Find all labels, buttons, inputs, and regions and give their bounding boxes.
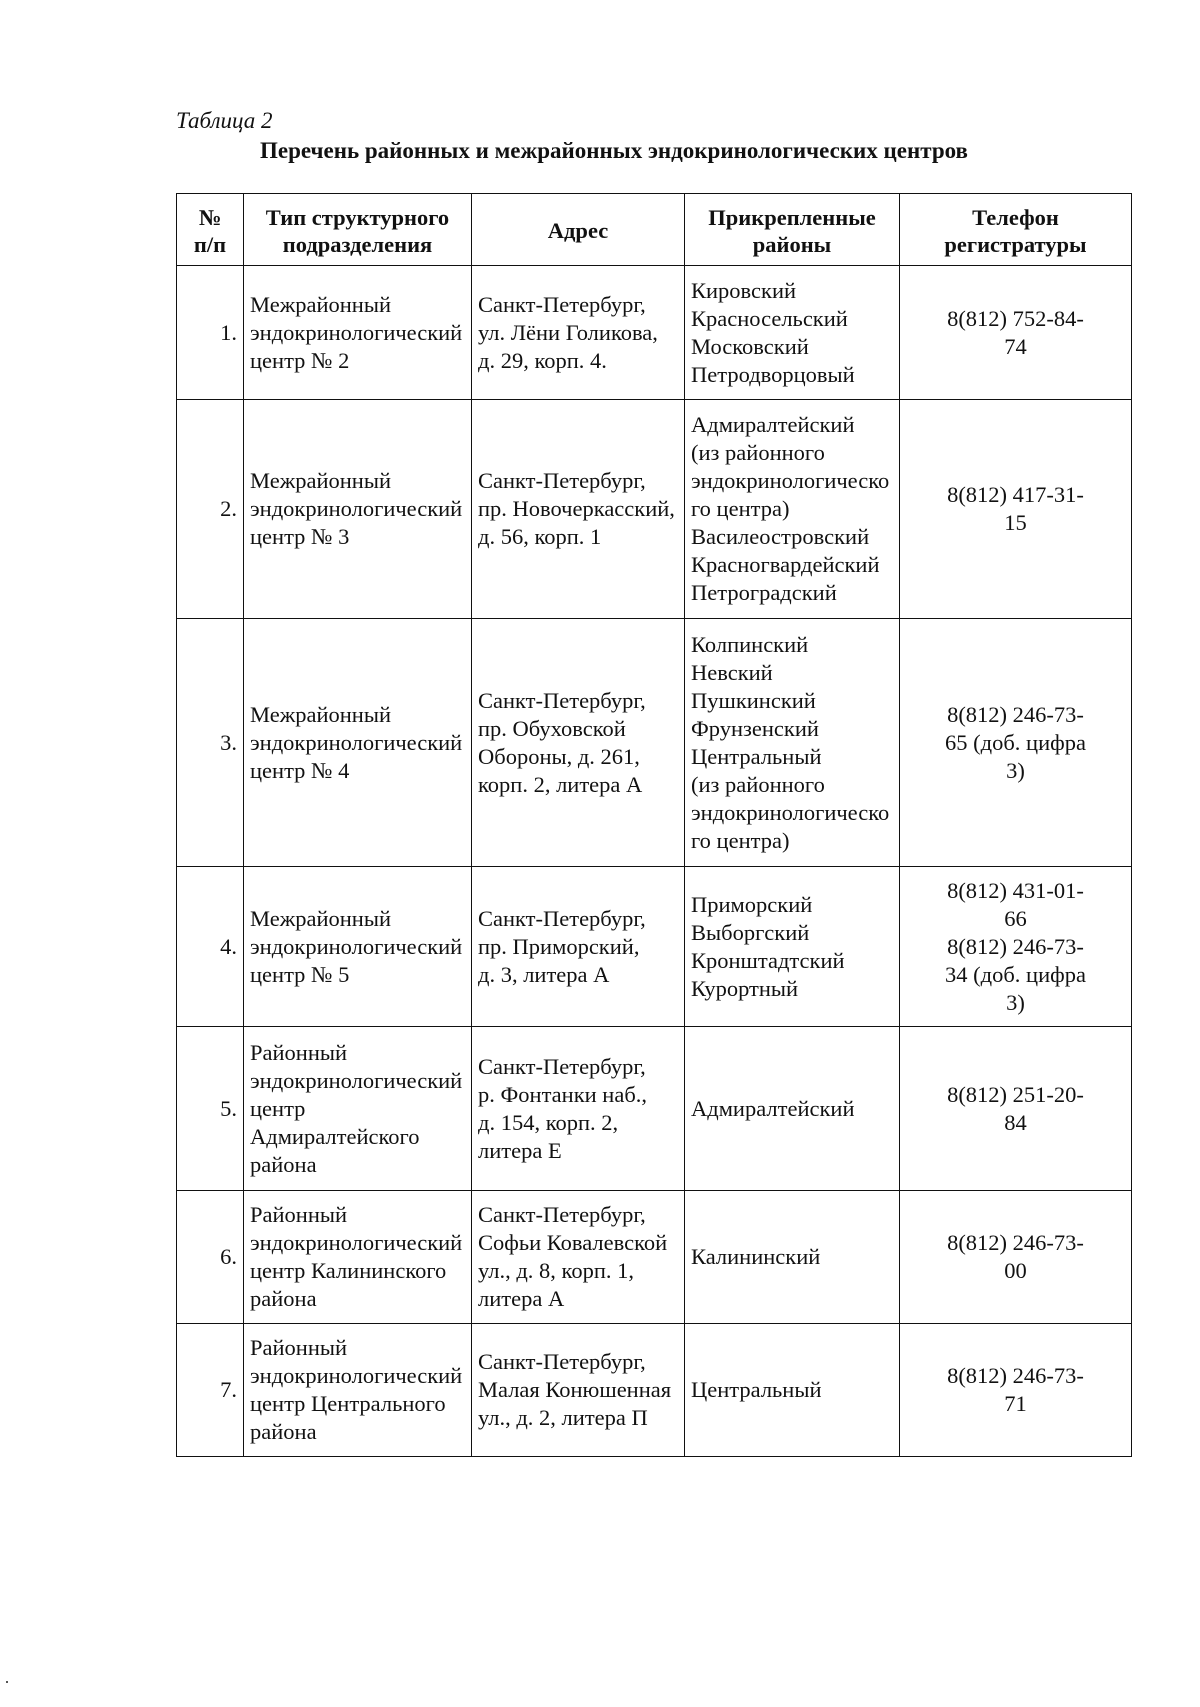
cell-phone (900, 1191, 1132, 1324)
cell-districts-line: Адмиралтейский (691, 1095, 855, 1121)
cell-districts-line: Калининский (691, 1244, 821, 1269)
cell-type-line: Районный (250, 1202, 348, 1227)
cell-address (472, 1027, 685, 1191)
cell-phone-line: 15 (1004, 510, 1027, 535)
cell-districts (685, 266, 900, 400)
cell-type-line: Межрайонный (250, 468, 392, 493)
cell-type-line: эндокринологический (250, 1230, 463, 1255)
cell-type-line: Адмиралтейского (250, 1123, 420, 1149)
cell-num-text: 4. (220, 933, 237, 959)
cell-districts (685, 867, 900, 1027)
cell-districts-line: эндокринологическо (691, 468, 890, 493)
cell-type-line: эндокринологический (250, 1363, 463, 1388)
cell-address (472, 1324, 685, 1457)
cell-type (244, 1191, 472, 1324)
table-row (177, 619, 1132, 867)
cell-districts (685, 400, 900, 619)
cell-type-line: Межрайонный (250, 905, 392, 931)
cell-districts-line: Кировский (691, 277, 797, 303)
cell-phone-line: 8(812) 417-31- (947, 482, 1084, 507)
cell-districts (685, 1027, 900, 1191)
cell-address-line: Санкт-Петербург, (478, 291, 646, 317)
cell-address-line: Санкт-Петербург, (478, 1349, 646, 1374)
cell-type-line: Районный (250, 1039, 348, 1065)
cell-address-line: р. Фонтанки наб., (478, 1081, 648, 1107)
cell-districts-line: го центра) (691, 496, 790, 521)
cell-phone-line: 00 (1004, 1258, 1027, 1283)
cell-phone (900, 867, 1132, 1027)
scan-speck (6, 1681, 8, 1683)
cell-districts-line: го центра) (691, 827, 790, 853)
cell-districts (685, 1324, 900, 1457)
cell-phone-line: 74 (1004, 333, 1027, 359)
cell-districts-line: Колпинский (691, 631, 809, 657)
cell-address-line: литера Е (478, 1137, 562, 1163)
cell-type (244, 1324, 472, 1457)
cell-type (244, 1027, 472, 1191)
cell-address-line: Малая Конюшенная (478, 1377, 672, 1402)
cell-type-line: центр Центрального (250, 1391, 446, 1416)
cell-districts-line: Приморский (691, 891, 813, 917)
cell-address-line: Санкт-Петербург, (478, 905, 646, 931)
cell-type-line: эндокринологический (250, 729, 463, 755)
cell-address-line: ул., д. 8, корп. 1, (478, 1258, 635, 1283)
table-row (177, 266, 1132, 400)
cell-type (244, 867, 472, 1027)
cell-phone-line: 8(812) 246-73- (947, 933, 1084, 959)
cell-phone-line: 8(812) 752-84- (947, 305, 1084, 331)
cell-address-line: Санкт-Петербург, (478, 1053, 646, 1079)
cell-address-line: д. 3, литера А (478, 961, 610, 987)
cell-address (472, 1191, 685, 1324)
cell-address-line: корп. 2, литера А (478, 771, 643, 797)
cell-districts-line: Василеостровский (691, 524, 870, 549)
cell-type (244, 619, 472, 867)
cell-districts-line: Невский (691, 659, 773, 685)
cell-address-line: пр. Приморский, (478, 933, 640, 959)
cell-districts-line: Выборгский (691, 919, 810, 945)
header-type: Тип структурного подразделения (244, 194, 472, 266)
cell-phone-line: 3) (1006, 989, 1025, 1015)
cell-districts-line: (из районного (691, 440, 825, 465)
cell-num-text: 5. (220, 1095, 237, 1121)
cell-phone-line: 84 (1004, 1109, 1027, 1135)
cell-districts-line: Центральный (691, 743, 822, 769)
cell-districts-line: Московский (691, 333, 809, 359)
cell-districts-line: Красногвардейский (691, 552, 880, 577)
table-row (177, 1027, 1132, 1191)
cell-address-line: пр. Новочеркасский, (478, 496, 675, 521)
cell-num (177, 619, 244, 867)
cell-districts-line: Петродворцовый (691, 361, 855, 387)
cell-type-line: центр № 5 (250, 961, 350, 987)
cell-phone-line: 8(812) 246-73- (947, 1230, 1084, 1255)
cell-num-text: 6. (220, 1244, 237, 1269)
cell-districts-line: Пушкинский (691, 687, 816, 713)
cell-phone-line: 8(812) 251-20- (947, 1081, 1084, 1107)
cell-type-line: эндокринологический (250, 933, 463, 959)
cell-type-line: центр № 4 (250, 757, 350, 783)
cell-phone-line: 3) (1006, 757, 1025, 783)
cell-phone (900, 619, 1132, 867)
cell-districts-line: (из районного (691, 771, 825, 797)
cell-type (244, 400, 472, 619)
cell-address (472, 266, 685, 400)
cell-type-line: района (250, 1151, 317, 1177)
cell-districts (685, 619, 900, 867)
cell-address-line: Санкт-Петербург, (478, 687, 646, 713)
cell-type-line: района (250, 1419, 317, 1444)
cell-num (177, 1191, 244, 1324)
table-row (177, 1324, 1132, 1457)
cell-address (472, 867, 685, 1027)
cell-districts-line: Курортный (691, 975, 799, 1001)
cell-phone-line: 34 (доб. цифра (945, 961, 1086, 987)
cell-phone-line: 8(812) 431-01- (947, 877, 1084, 903)
cell-type-line: эндокринологический (250, 319, 463, 345)
cell-address-line: ул. Лёни Голикова, (478, 319, 658, 345)
cell-address (472, 400, 685, 619)
cell-type-line: района (250, 1286, 317, 1311)
cell-address-line: литера А (478, 1286, 565, 1311)
header-row (177, 194, 1132, 266)
cell-type-line: Межрайонный (250, 701, 392, 727)
cell-num-text: 7. (220, 1377, 237, 1402)
cell-type-line: центр Калининского (250, 1258, 447, 1283)
cell-phone (900, 1027, 1132, 1191)
cell-phone-line: 8(812) 246-73- (947, 1363, 1084, 1388)
cell-districts-line: Красносельский (691, 305, 848, 331)
cell-phone-line: 65 (доб. цифра (945, 729, 1086, 755)
cell-num (177, 1324, 244, 1457)
cell-phone (900, 400, 1132, 619)
cell-districts-line: Центральный (691, 1377, 822, 1402)
header-districts: Прикрепленные районы (685, 194, 900, 266)
cell-type (244, 266, 472, 400)
cell-address-line: Обороны, д. 261, (478, 743, 640, 769)
header-phone: Телефон регистратуры (900, 194, 1132, 266)
cell-address-line: Санкт-Петербург, (478, 468, 646, 493)
cell-type-line: центр (250, 1095, 306, 1121)
cell-num (177, 400, 244, 619)
cell-num-text: 3. (220, 729, 237, 755)
cell-num-text: 2. (220, 496, 237, 521)
cell-phone-line: 71 (1004, 1391, 1027, 1416)
cell-address-line: Санкт-Петербург, (478, 1202, 646, 1227)
cell-address-line: д. 56, корп. 1 (478, 524, 602, 549)
cell-type-line: Межрайонный (250, 291, 392, 317)
cell-type-line: центр № 2 (250, 347, 350, 373)
cell-address-line: ул., д. 2, литера П (478, 1405, 648, 1430)
cell-districts-line: Адмиралтейский (691, 412, 855, 437)
table-caption: Таблица 2 (176, 108, 273, 133)
cell-districts-line: Кронштадтский (691, 947, 845, 973)
cell-type-line: эндокринологический (250, 1067, 463, 1093)
header-num: № п/п (177, 194, 244, 266)
cell-address-line: д. 29, корп. 4. (478, 347, 607, 373)
cell-districts-line: Петроградский (691, 580, 837, 605)
cell-type-line: эндокринологический (250, 496, 463, 521)
cell-num-text: 1. (220, 319, 237, 345)
cell-num (177, 867, 244, 1027)
endocrinology-centers-table (176, 193, 1132, 1457)
document-title: Перечень районных и межрайонных эндокринологических центров (260, 138, 968, 163)
cell-num (177, 1027, 244, 1191)
table-row (177, 867, 1132, 1027)
cell-phone-line: 66 (1004, 905, 1027, 931)
cell-districts-line: эндокринологическо (691, 799, 890, 825)
cell-districts (685, 1191, 900, 1324)
cell-type-line: Районный (250, 1335, 348, 1360)
cell-address-line: пр. Обуховской (478, 715, 626, 741)
table-row (177, 1191, 1132, 1324)
cell-address (472, 619, 685, 867)
cell-address-line: д. 154, корп. 2, (478, 1109, 619, 1135)
table-row (177, 400, 1132, 619)
cell-phone-line: 8(812) 246-73- (947, 701, 1084, 727)
cell-num (177, 266, 244, 400)
cell-districts-line: Фрунзенский (691, 715, 819, 741)
cell-type-line: центр № 3 (250, 524, 350, 549)
header-address: Адрес (472, 194, 685, 266)
cell-phone (900, 1324, 1132, 1457)
cell-phone (900, 266, 1132, 400)
cell-address-line: Софьи Ковалевской (478, 1230, 668, 1255)
